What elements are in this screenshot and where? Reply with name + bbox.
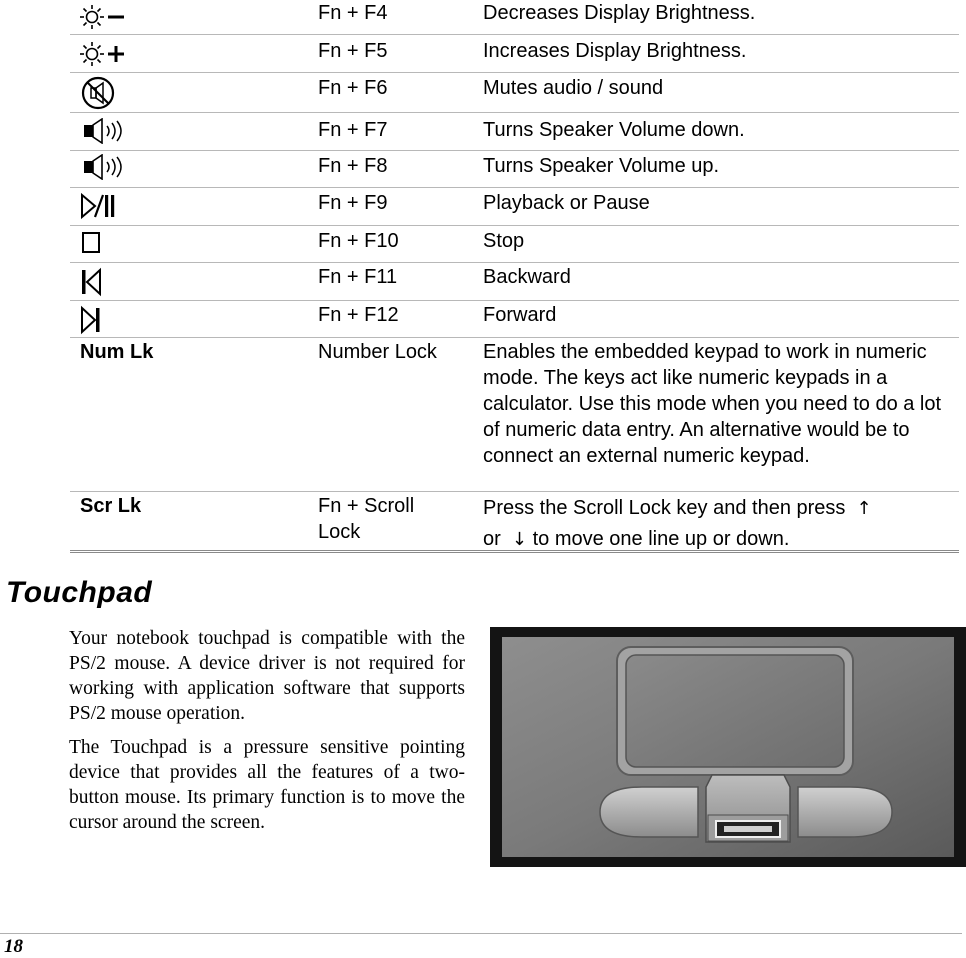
description-text: Press the Scroll Lock key and then press [483, 497, 846, 519]
volume-up-icon [80, 154, 134, 180]
key-combo: Fn + F6 [318, 77, 388, 99]
key-description: Mutes audio / sound [483, 77, 664, 99]
table-row [70, 492, 959, 553]
table-row [70, 301, 959, 338]
key-combo: Fn + F10 [318, 230, 399, 252]
table-row [70, 338, 959, 492]
table-row [70, 35, 959, 73]
function-key-table [70, 0, 959, 553]
table-row [70, 113, 959, 151]
forward-icon [80, 305, 106, 335]
key-description [483, 493, 959, 555]
key-combo: Fn + F7 [318, 119, 388, 141]
key-combo: Fn + F9 [318, 192, 388, 214]
volume-down-icon [80, 118, 134, 144]
key-description: Turns Speaker Volume down. [483, 119, 745, 141]
paragraph: Your notebook touchpad is compatible with the PS/2 mouse. A device driver is not required for working with application software that supports PS/2 mouse operation. [69, 628, 465, 724]
backward-icon [80, 267, 106, 297]
key-description: Increases Display Brightness. [483, 40, 747, 62]
key-description: Enables the embedded keypad to work in numeric mode. The keys act like numeric keypads in a calculator. Use this mode when you need to do a lot of numeric data entry. An alternative would be to connect an external numeric keypad. [483, 341, 942, 467]
table-row [70, 188, 959, 226]
key-combo: Fn + Scroll Lock [318, 495, 415, 543]
key-description: Forward [483, 304, 557, 326]
paragraph: The Touchpad is a pressure sensitive pointing device that provides all the features of a two-button mouse. Its primary function is to move the cursor around the screen. [69, 737, 465, 833]
key-description: Turns Speaker Volume up. [483, 155, 720, 177]
arrow-down-icon: ↓ [511, 529, 528, 550]
section-body [69, 626, 465, 844]
mute-icon [80, 76, 120, 110]
key-combo: Fn + F8 [318, 155, 388, 177]
key-combo: Fn + F11 [318, 266, 398, 288]
stop-icon [80, 230, 104, 256]
key-description: Playback or Pause [483, 192, 650, 214]
key-combo: Fn + F4 [318, 2, 388, 24]
key-name: Scr Lk [80, 495, 142, 517]
section-title: Touchpad [6, 576, 153, 609]
key-name: Num Lk [80, 341, 154, 363]
key-combo: Fn + F12 [318, 304, 399, 326]
description-text: to move one line up or down. [532, 528, 790, 550]
key-combo: Fn + F5 [318, 40, 388, 62]
key-description: Decreases Display Brightness. [483, 2, 756, 24]
key-description: Stop [483, 230, 525, 252]
footer-divider [0, 933, 962, 934]
table-row [70, 263, 959, 301]
page-number: 18 [4, 936, 23, 957]
touchpad-photo [490, 627, 966, 867]
brightness-up-icon [80, 41, 130, 67]
key-combo: Number Lock [318, 341, 437, 363]
table-row [70, 226, 959, 263]
play-pause-icon [80, 192, 124, 220]
key-description: Backward [483, 266, 571, 288]
description-text: or [483, 528, 501, 550]
table-row [70, 73, 959, 113]
arrow-up-icon: ↑ [856, 498, 872, 519]
table-row [70, 0, 959, 35]
brightness-down-icon [80, 4, 130, 30]
table-row [70, 151, 959, 188]
